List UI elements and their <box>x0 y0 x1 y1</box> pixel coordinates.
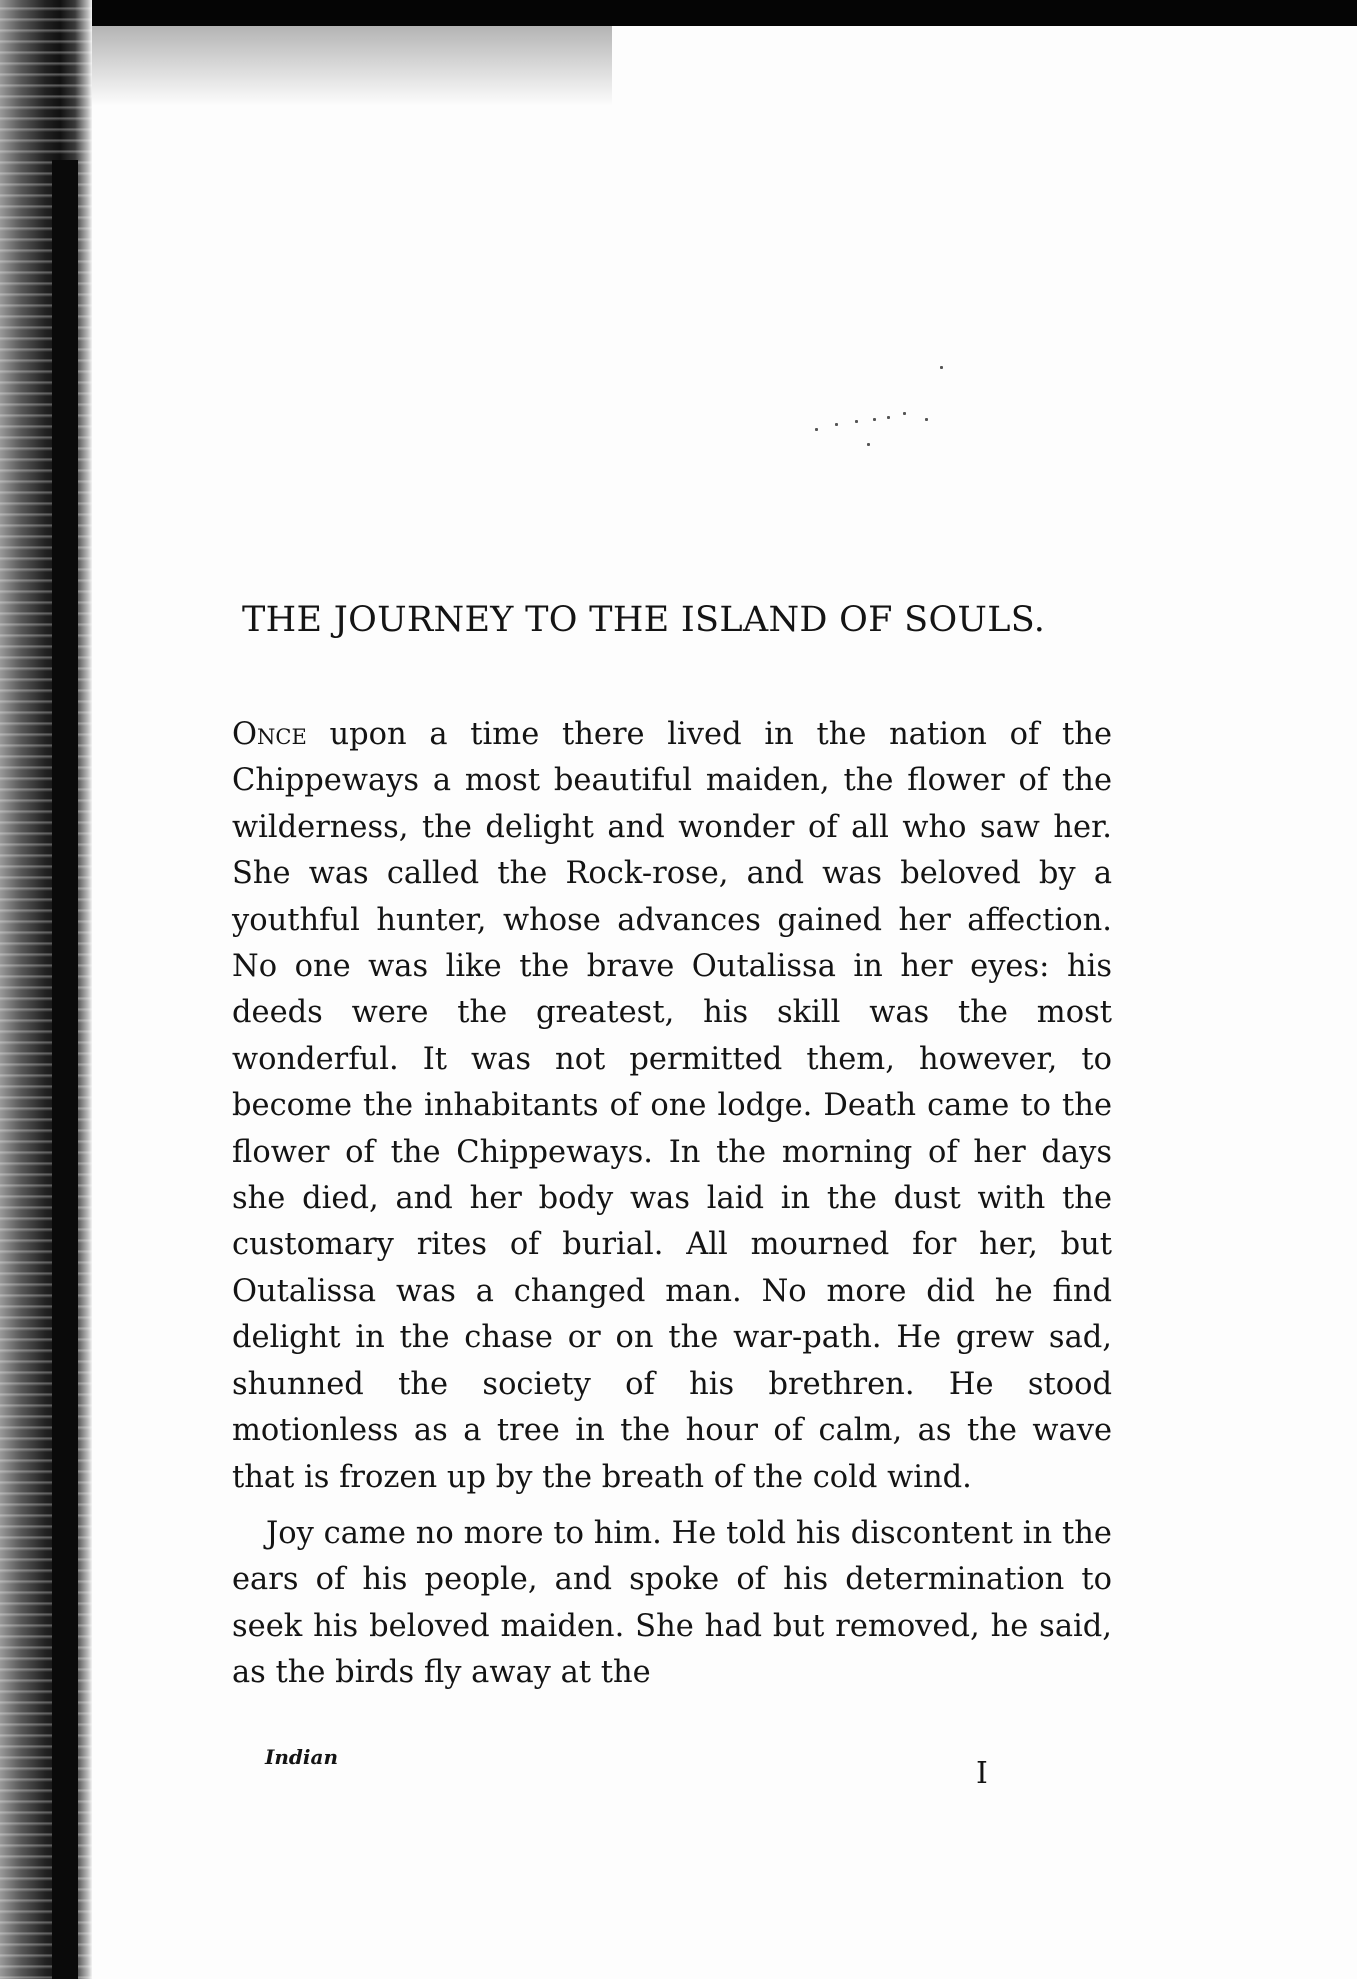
scan-binding-shadow <box>52 160 78 1979</box>
paragraph-2: Joy came no more to him. He told his discontent in the ears of his people, and spoke of his determination to seek his beloved maiden. She had but removed, he said, as the birds fly away at the <box>232 1515 1112 1691</box>
scan-top-shadow <box>92 26 612 106</box>
paragraph-1 <box>232 712 1112 1501</box>
scan-binding-edge <box>0 0 92 1979</box>
signature-mark: Indian <box>265 1745 338 1769</box>
body-text <box>232 712 1112 1697</box>
paragraph-1-lead: Once <box>232 717 307 752</box>
sheet-mark: I <box>976 1756 988 1791</box>
scan-specks <box>815 398 965 448</box>
scan-top-edge <box>0 0 1357 26</box>
paragraph-1-text: upon a time there lived in the nation of the Chippeways a most beautiful maiden, the flower of the wilderness, the delight and wonder of all who saw her. She was called the Rock-rose, and was beloved by a youthful hunter, whose advances gained her affection. No one was like the brave Outalissa in her eyes: his deeds were the greatest, his skill was the most wonderful. It was not permitted them, however, to become the inhabitants of one lodge. Death came to the flower of the Chippeways. In the morning of her days she died, and her body was laid in the dust with the customary rites of burial. All mourned for her, but Outalissa was a changed man. No more did he find delight in the chase or on the war-path. He grew sad, shunned the society of his brethren. He stood motionless as a tree in the hour of calm, as the wave that is frozen up by the breath of the cold wind. <box>232 717 1112 1495</box>
chapter-title: THE JOURNEY TO THE ISLAND OF SOULS. <box>242 600 1046 640</box>
